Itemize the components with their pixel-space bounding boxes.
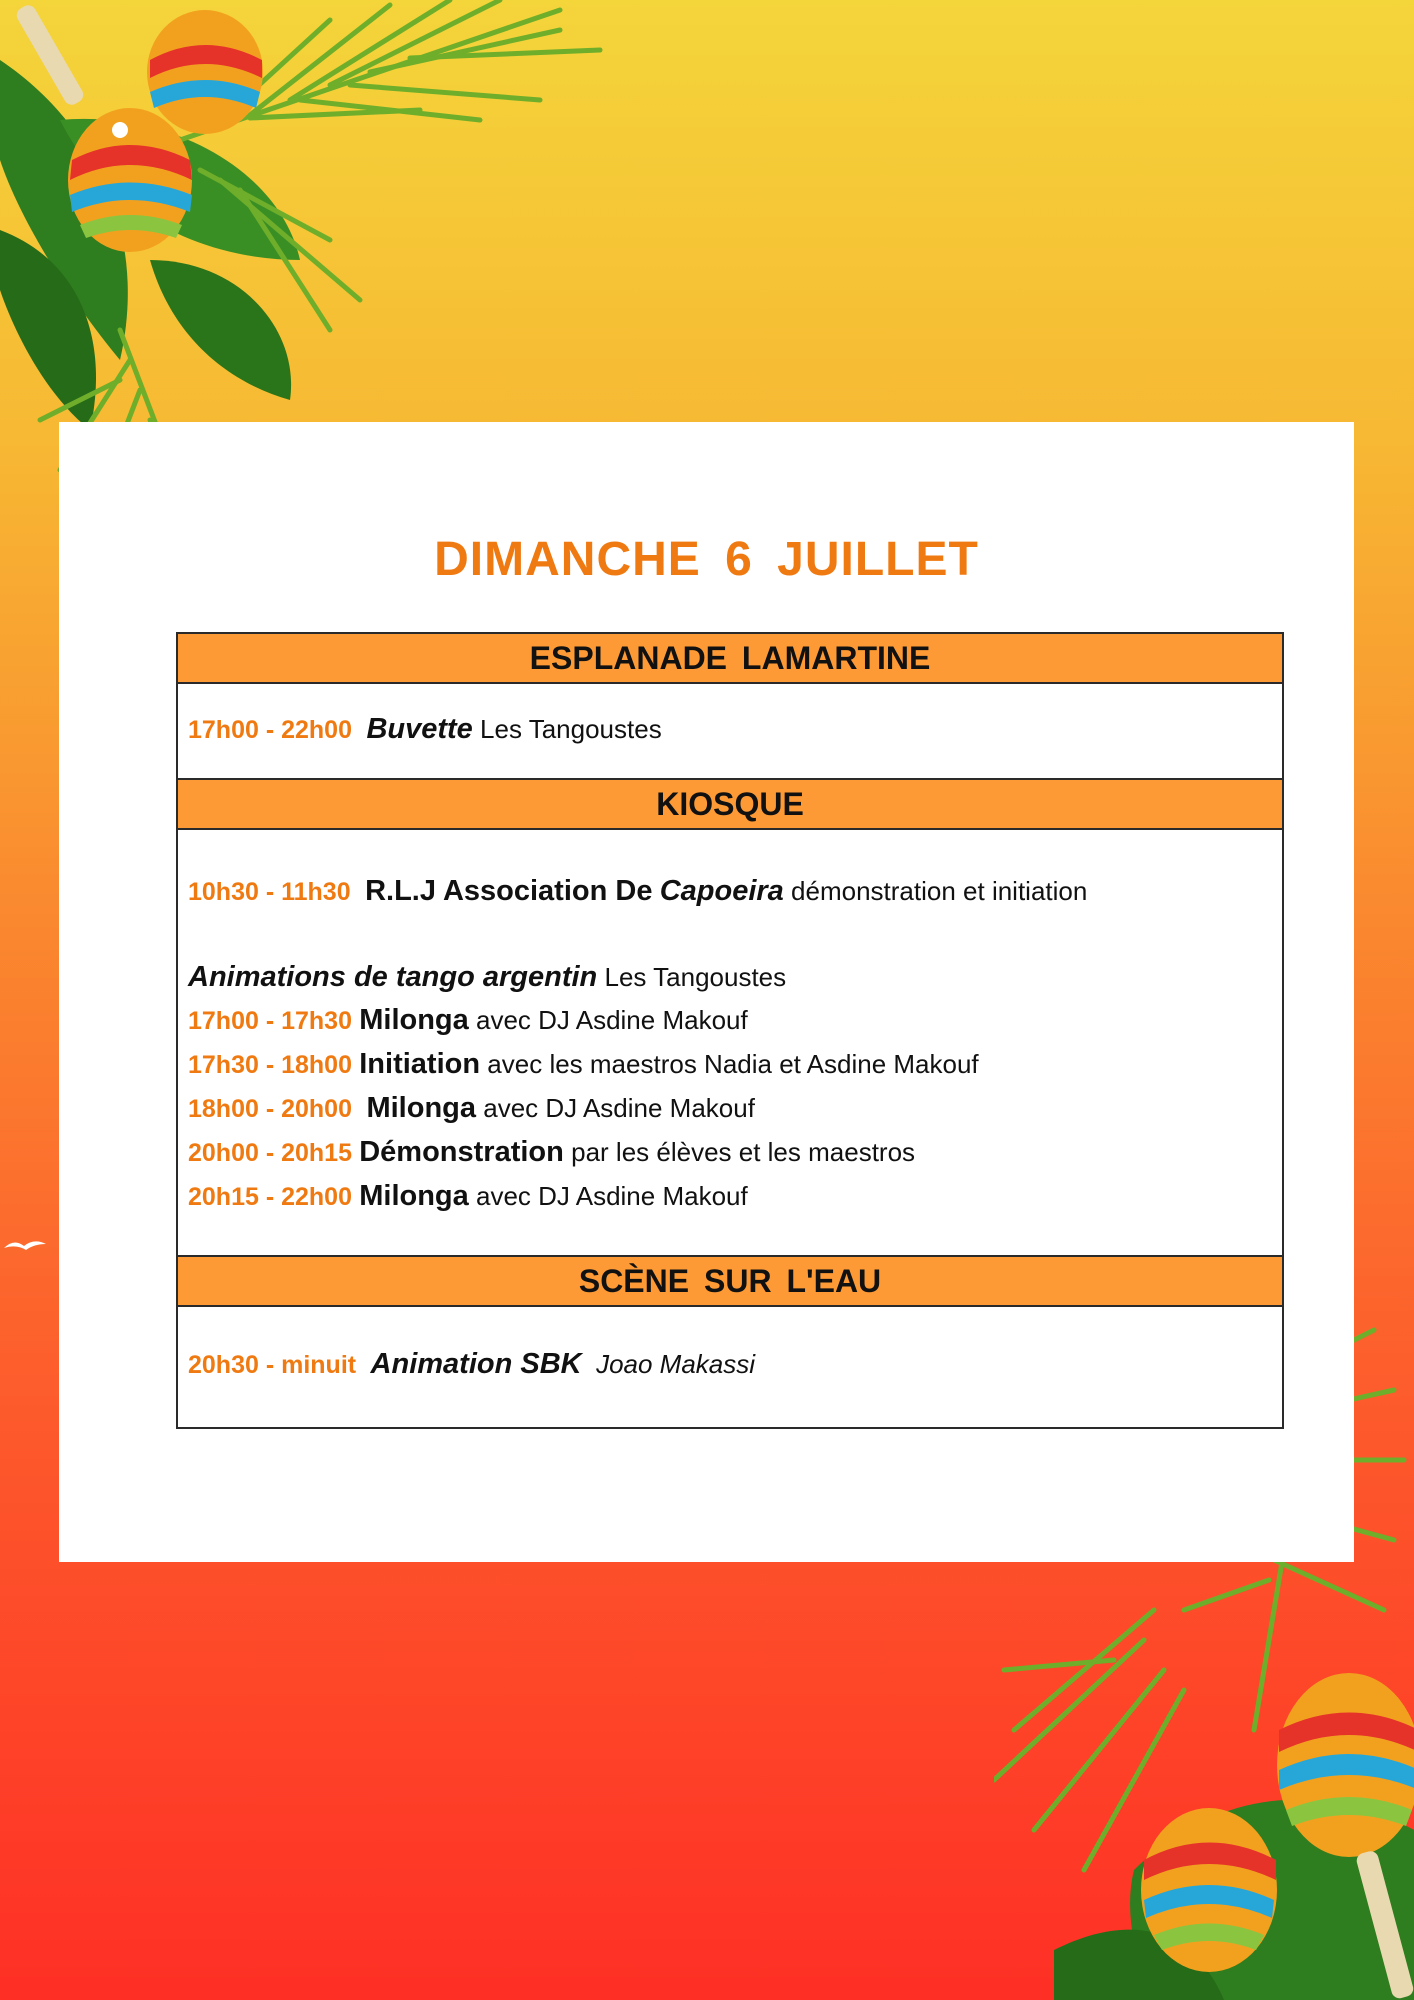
section-header-kiosque: KIOSQUE [178, 780, 1282, 830]
entry-activity: R.L.J Association De [365, 875, 653, 907]
entry-activity-emphasis: Capoeira [659, 875, 784, 907]
entry-activity: Démonstration [359, 1136, 564, 1168]
entry-activity: Animations de tango argentin [188, 961, 598, 993]
entry-details: démonstration et initiation [791, 876, 1088, 906]
entry-time: 20h15 - 22h00 [188, 1183, 352, 1211]
entry-activity: Initiation [359, 1048, 481, 1080]
schedule-entry [188, 1087, 1272, 1131]
entry-time: 17h00 - 22h00 [188, 716, 352, 744]
entry-activity: Milonga [366, 1092, 476, 1124]
entry-details: avec DJ Asdine Makouf [483, 1093, 755, 1123]
schedule-entry [188, 999, 1272, 1043]
entry-time: 17h00 - 17h30 [188, 1007, 352, 1035]
section-body-esplanade [178, 684, 1282, 780]
schedule-table [176, 632, 1284, 1429]
entry-time: 20h30 - minuit [188, 1351, 357, 1379]
section-header-esplanade: ESPLANADE LAMARTINE [178, 634, 1282, 684]
schedule-card [59, 422, 1354, 1562]
entry-time: 17h30 - 18h00 [188, 1051, 352, 1079]
entry-activity: Buvette [366, 713, 473, 745]
entry-details: avec DJ Asdine Makouf [476, 1005, 748, 1035]
section-body-kiosque [178, 830, 1282, 1257]
schedule-entry [188, 1043, 1272, 1087]
entry-time: 18h00 - 20h00 [188, 1095, 352, 1123]
entry-details: Les Tangoustes [604, 962, 787, 992]
schedule-entry [188, 1175, 1272, 1219]
entry-details: avec les maestros Nadia et Asdine Makouf [487, 1049, 979, 1079]
entry-details: par les élèves et les maestros [571, 1137, 916, 1167]
section-body-scene [178, 1307, 1282, 1427]
schedule-entry [188, 956, 1272, 999]
section-header-scene: SCÈNE SUR L'EAU [178, 1257, 1282, 1307]
entry-time: 20h00 - 20h15 [188, 1139, 352, 1167]
entry-activity: Milonga [359, 1180, 469, 1212]
schedule-entry [188, 1131, 1272, 1175]
entry-details: Les Tangoustes [480, 714, 662, 744]
schedule-entry [188, 708, 1272, 752]
entry-details: Joao Makassi [596, 1349, 756, 1379]
page-title: DIMANCHE 6 JUILLET [434, 533, 979, 586]
entry-activity: Animation SBK [370, 1348, 582, 1380]
entry-activity: Milonga [359, 1004, 469, 1036]
bird-icon [2, 1236, 48, 1254]
schedule-entry [188, 870, 1272, 914]
schedule-entry [188, 1343, 1272, 1387]
entry-details: avec DJ Asdine Makouf [476, 1181, 748, 1211]
entry-time: 10h30 - 11h30 [188, 878, 351, 906]
